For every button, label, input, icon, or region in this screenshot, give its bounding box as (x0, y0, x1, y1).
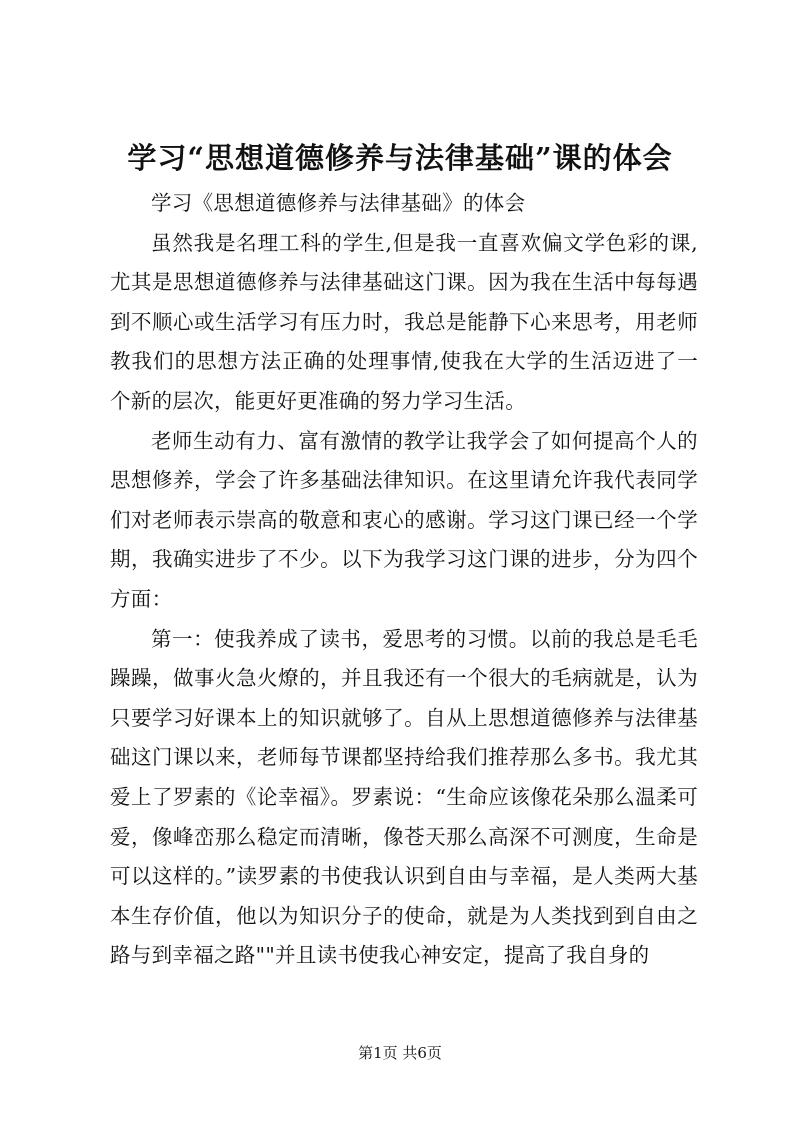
body-paragraph: 虽然我是名理工科的学生,但是我一直喜欢偏文学色彩的课,尤其是思想道德修养与法律基础这门课。因为我在生活中每每遇到不顺心或生活学习有压力时，我总是能静下心来思考，用老师教我们的思想方法正确的处理事情,使我在大学的生活迈进了一个新的层次，能更好更准确的努力学习生活。 (110, 230, 698, 413)
body-paragraph: 老师生动有力、富有激情的教学让我学会了如何提高个人的思想修养，学会了许多基础法律知识。在这里请允许我代表同学们对老师表示崇高的敬意和衷心的感谢。学习这门课已经一个学期，我确实进步了不少。以下为我学习这门课的进步，分为四个方面： (110, 428, 698, 611)
subtitle-paragraph: 学习《思想道德修养与法律基础》的体会 (151, 191, 526, 215)
document-title: 学习“思想道德修养与法律基础”课的体会 (127, 141, 673, 175)
document-body (110, 184, 698, 976)
body-paragraph: 第一：使我养成了读书，爱思考的习惯。以前的我总是毛毛躁躁，做事火急火燎的，并且我还有一个很大的毛病就是，认为只要学习好课本上的知识就够了。自从上思想道德修养与法律基础这门课以来，老师每节课都坚持给我们推荐那么多书。我尤其爱上了罗素的《论幸福》。罗素说：“生命应该像花朵那么温柔可爱，像峰峦那么稳定而清晰，像苍天那么高深不可测度，生命是可以这样的。”读罗素的书使我认识到自由与幸福，是人类两大基本生存价值，他以为知识分子的使命，就是为人类找到到自由之路与到幸福之路""并且读书使我心神安定，提高了我自身的 (110, 626, 698, 968)
page-footer: 第1页 共6页 (358, 1044, 442, 1062)
